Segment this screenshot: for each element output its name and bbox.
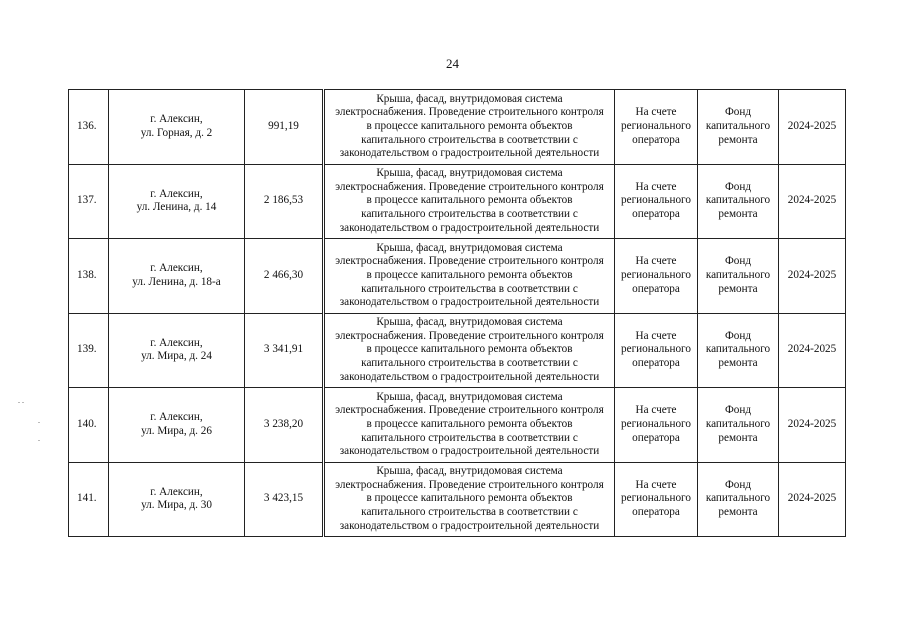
funding-source-cell xyxy=(698,164,779,239)
works-description-line: капитального строительства в соответствии с xyxy=(361,357,578,370)
works-description-line: электроснабжения. Проведение строительного контроля xyxy=(335,180,604,193)
works-description-cell xyxy=(324,388,615,463)
address-city: г. Алексин, xyxy=(150,411,203,424)
address-street: ул. Ленина, д. 14 xyxy=(136,201,217,214)
account-line: регионального xyxy=(621,268,691,281)
works-description-line: Крыша, фасад, внутридомовая система xyxy=(376,167,563,180)
works-description-line: капитального строительства в соответствии с xyxy=(361,133,578,146)
funding-source-line: Фонд xyxy=(724,180,752,193)
works-description-line: Крыша, фасад, внутридомовая система xyxy=(376,316,563,329)
row-number-cell: 139. xyxy=(69,313,109,388)
page-number: 24 xyxy=(446,56,459,71)
address-cell xyxy=(109,164,245,239)
works-description-line: в процессе капитального ремонта объектов xyxy=(366,343,573,356)
works-description-line: Крыша, фасад, внутридомовая система xyxy=(376,92,563,105)
account-cell xyxy=(615,313,698,388)
account-line: регионального xyxy=(621,343,691,356)
works-description-cell xyxy=(324,462,615,537)
row-number-cell: 141. xyxy=(69,462,109,537)
works-description-line: в процессе капитального ремонта объектов xyxy=(366,119,573,132)
funding-source-line: ремонта xyxy=(718,282,758,295)
account-line: регионального xyxy=(621,194,691,207)
account-line: На счете xyxy=(635,180,677,193)
period-cell: 2024-2025 xyxy=(779,313,846,388)
works-description-line: в процессе капитального ремонта объектов xyxy=(366,417,573,430)
account-line: регионального xyxy=(621,492,691,505)
funding-source-line: ремонта xyxy=(718,208,758,221)
account-line: оператора xyxy=(632,506,680,519)
address-street: ул. Ленина, д. 18-а xyxy=(132,275,221,288)
cost-cell: 3 423,15 xyxy=(245,462,324,537)
funding-source-line: капитального xyxy=(705,492,771,505)
address-cell xyxy=(109,462,245,537)
account-line: регионального xyxy=(621,417,691,430)
table-row xyxy=(69,462,846,537)
account-line: оператора xyxy=(632,208,680,221)
funding-source-line: капитального xyxy=(705,343,771,356)
address-city: г. Алексин, xyxy=(150,113,203,126)
period-cell: 2024-2025 xyxy=(779,239,846,314)
works-description-line: законодательством о градостроительной деятельности xyxy=(339,445,600,458)
funding-source-line: Фонд xyxy=(724,106,752,119)
funding-source-line: ремонта xyxy=(718,431,758,444)
account-line: оператора xyxy=(632,282,680,295)
works-description-line: капитального строительства в соответствии с xyxy=(361,431,578,444)
works-description-line: электроснабжения. Проведение строительного контроля xyxy=(335,255,604,268)
address-street: ул. Горная, д. 2 xyxy=(140,126,213,139)
works-description-cell xyxy=(324,164,615,239)
address-city: г. Алексин, xyxy=(150,187,203,200)
funding-source-line: капитального xyxy=(705,119,771,132)
works-description-line: капитального строительства в соответствии с xyxy=(361,282,578,295)
funding-source-line: Фонд xyxy=(724,255,752,268)
funding-source-line: капитального xyxy=(705,194,771,207)
period-cell: 2024-2025 xyxy=(779,462,846,537)
funding-source-line: капитального xyxy=(705,268,771,281)
scan-mark xyxy=(38,422,40,423)
address-city: г. Алексин, xyxy=(150,336,203,349)
account-line: На счете xyxy=(635,329,677,342)
address-city: г. Алексин, xyxy=(150,262,203,275)
row-number-cell: 138. xyxy=(69,239,109,314)
account-line: оператора xyxy=(632,431,680,444)
works-description-line: капитального строительства в соответствии с xyxy=(361,506,578,519)
funding-source-cell xyxy=(698,388,779,463)
cost-cell: 2 186,53 xyxy=(245,164,324,239)
address-street: ул. Мира, д. 30 xyxy=(141,499,212,512)
table-body xyxy=(69,90,846,537)
works-description-line: капитального строительства в соответствии с xyxy=(361,208,578,221)
works-description-cell xyxy=(324,90,615,165)
funding-source-cell xyxy=(698,239,779,314)
account-cell xyxy=(615,90,698,165)
cost-cell: 2 466,30 xyxy=(245,239,324,314)
table-row xyxy=(69,388,846,463)
funding-source-cell xyxy=(698,90,779,165)
table-row xyxy=(69,239,846,314)
works-description-line: в процессе капитального ремонта объектов xyxy=(366,268,573,281)
scan-mark xyxy=(22,402,24,403)
funding-source-line: ремонта xyxy=(718,357,758,370)
cost-cell: 991,19 xyxy=(245,90,324,165)
table-row xyxy=(69,164,846,239)
address-cell xyxy=(109,90,245,165)
funding-source-line: ремонта xyxy=(718,133,758,146)
works-description-line: электроснабжения. Проведение строительного контроля xyxy=(335,329,604,342)
scan-mark xyxy=(18,402,20,403)
table-row xyxy=(69,313,846,388)
funding-source-line: Фонд xyxy=(724,478,752,491)
address-cell xyxy=(109,388,245,463)
account-line: регионального xyxy=(621,119,691,132)
account-cell xyxy=(615,388,698,463)
scan-mark xyxy=(38,440,40,441)
account-line: оператора xyxy=(632,357,680,370)
funding-source-cell xyxy=(698,462,779,537)
address-cell xyxy=(109,313,245,388)
works-description-line: законодательством о градостроительной деятельности xyxy=(339,370,600,383)
works-description-line: в процессе капитального ремонта объектов xyxy=(366,194,573,207)
row-number-cell: 140. xyxy=(69,388,109,463)
works-description-line: в процессе капитального ремонта объектов xyxy=(366,492,573,505)
works-description-line: законодательством о градостроительной деятельности xyxy=(339,296,600,309)
funding-source-line: капитального xyxy=(705,417,771,430)
works-description-line: электроснабжения. Проведение строительного контроля xyxy=(335,404,604,417)
account-line: На счете xyxy=(635,255,677,268)
cost-cell: 3 341,91 xyxy=(245,313,324,388)
account-cell xyxy=(615,462,698,537)
row-number-cell: 137. xyxy=(69,164,109,239)
works-description-line: законодательством о градостроительной деятельности xyxy=(339,519,600,532)
account-line: На счете xyxy=(635,478,677,491)
account-line: На счете xyxy=(635,404,677,417)
period-cell: 2024-2025 xyxy=(779,388,846,463)
works-description-cell xyxy=(324,313,615,388)
account-line: На счете xyxy=(635,106,677,119)
address-city: г. Алексин, xyxy=(150,485,203,498)
row-number-cell: 136. xyxy=(69,90,109,165)
address-street: ул. Мира, д. 26 xyxy=(141,424,212,437)
account-line: оператора xyxy=(632,133,680,146)
works-description-line: Крыша, фасад, внутридомовая система xyxy=(376,241,563,254)
works-description-line: электроснабжения. Проведение строительного контроля xyxy=(335,478,604,491)
works-description-line: Крыша, фасад, внутридомовая система xyxy=(376,465,563,478)
works-description-line: законодательством о градостроительной деятельности xyxy=(339,147,600,160)
table-row xyxy=(69,90,846,165)
capital-repair-table xyxy=(68,89,846,537)
account-cell xyxy=(615,239,698,314)
address-street: ул. Мира, д. 24 xyxy=(141,350,212,363)
works-description-cell xyxy=(324,239,615,314)
works-description-line: электроснабжения. Проведение строительного контроля xyxy=(335,106,604,119)
works-description-line: Крыша, фасад, внутридомовая система xyxy=(376,390,563,403)
funding-source-line: Фонд xyxy=(724,404,752,417)
account-cell xyxy=(615,164,698,239)
funding-source-line: ремонта xyxy=(718,506,758,519)
works-description-line: законодательством о градостроительной деятельности xyxy=(339,221,600,234)
address-cell xyxy=(109,239,245,314)
funding-source-line: Фонд xyxy=(724,329,752,342)
funding-source-cell xyxy=(698,313,779,388)
cost-cell: 3 238,20 xyxy=(245,388,324,463)
period-cell: 2024-2025 xyxy=(779,164,846,239)
period-cell: 2024-2025 xyxy=(779,90,846,165)
